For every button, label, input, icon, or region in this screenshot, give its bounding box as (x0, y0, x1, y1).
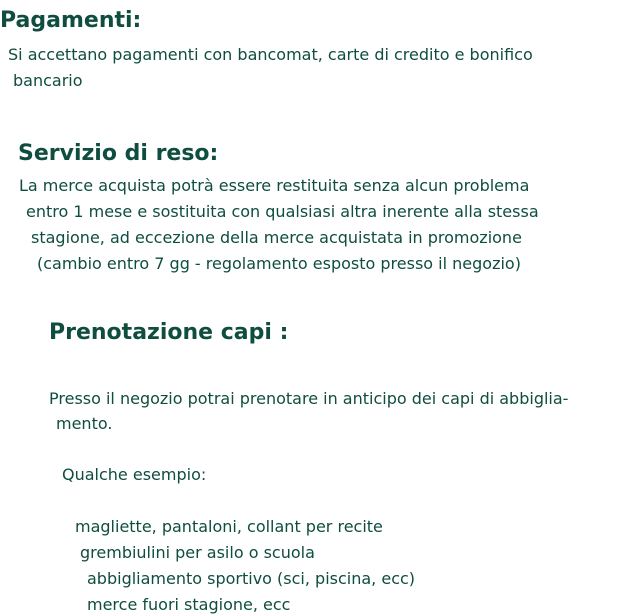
reso-text-line: stagione, ad eccezione della merce acquistata in promozione (31, 228, 522, 247)
example-item: merce fuori stagione, ecc (87, 595, 291, 614)
prenotazione-intro-line: mento. (56, 414, 113, 433)
reso-text-line: La merce acquista potrà essere restituita senza alcun problema (19, 176, 530, 195)
pagamenti-text-line: bancario (13, 71, 83, 90)
pagamenti-heading: Pagamenti: (0, 8, 142, 33)
example-item: abbigliamento sportivo (sci, piscina, ecc) (87, 569, 416, 588)
prenotazione-intro-line: Presso il negozio potrai prenotare in anticipo dei capi di abbiglia- (49, 389, 569, 408)
reso-text-line: entro 1 mese e sostituita con qualsiasi altra inerente alla stessa (26, 202, 539, 221)
prenotazione-heading: Prenotazione capi : (49, 320, 289, 345)
example-item: grembiulini per asilo o scuola (80, 543, 315, 562)
examples-label: Qualche esempio: (62, 465, 207, 484)
reso-text-line: (cambio entro 7 gg - regolamento esposto presso il negozio) (37, 254, 521, 273)
example-item: magliette, pantaloni, collant per recite (75, 517, 383, 536)
reso-heading: Servizio di reso: (18, 141, 219, 166)
pagamenti-text-line: Si accettano pagamenti con bancomat, carte di credito e bonifico (8, 45, 533, 64)
